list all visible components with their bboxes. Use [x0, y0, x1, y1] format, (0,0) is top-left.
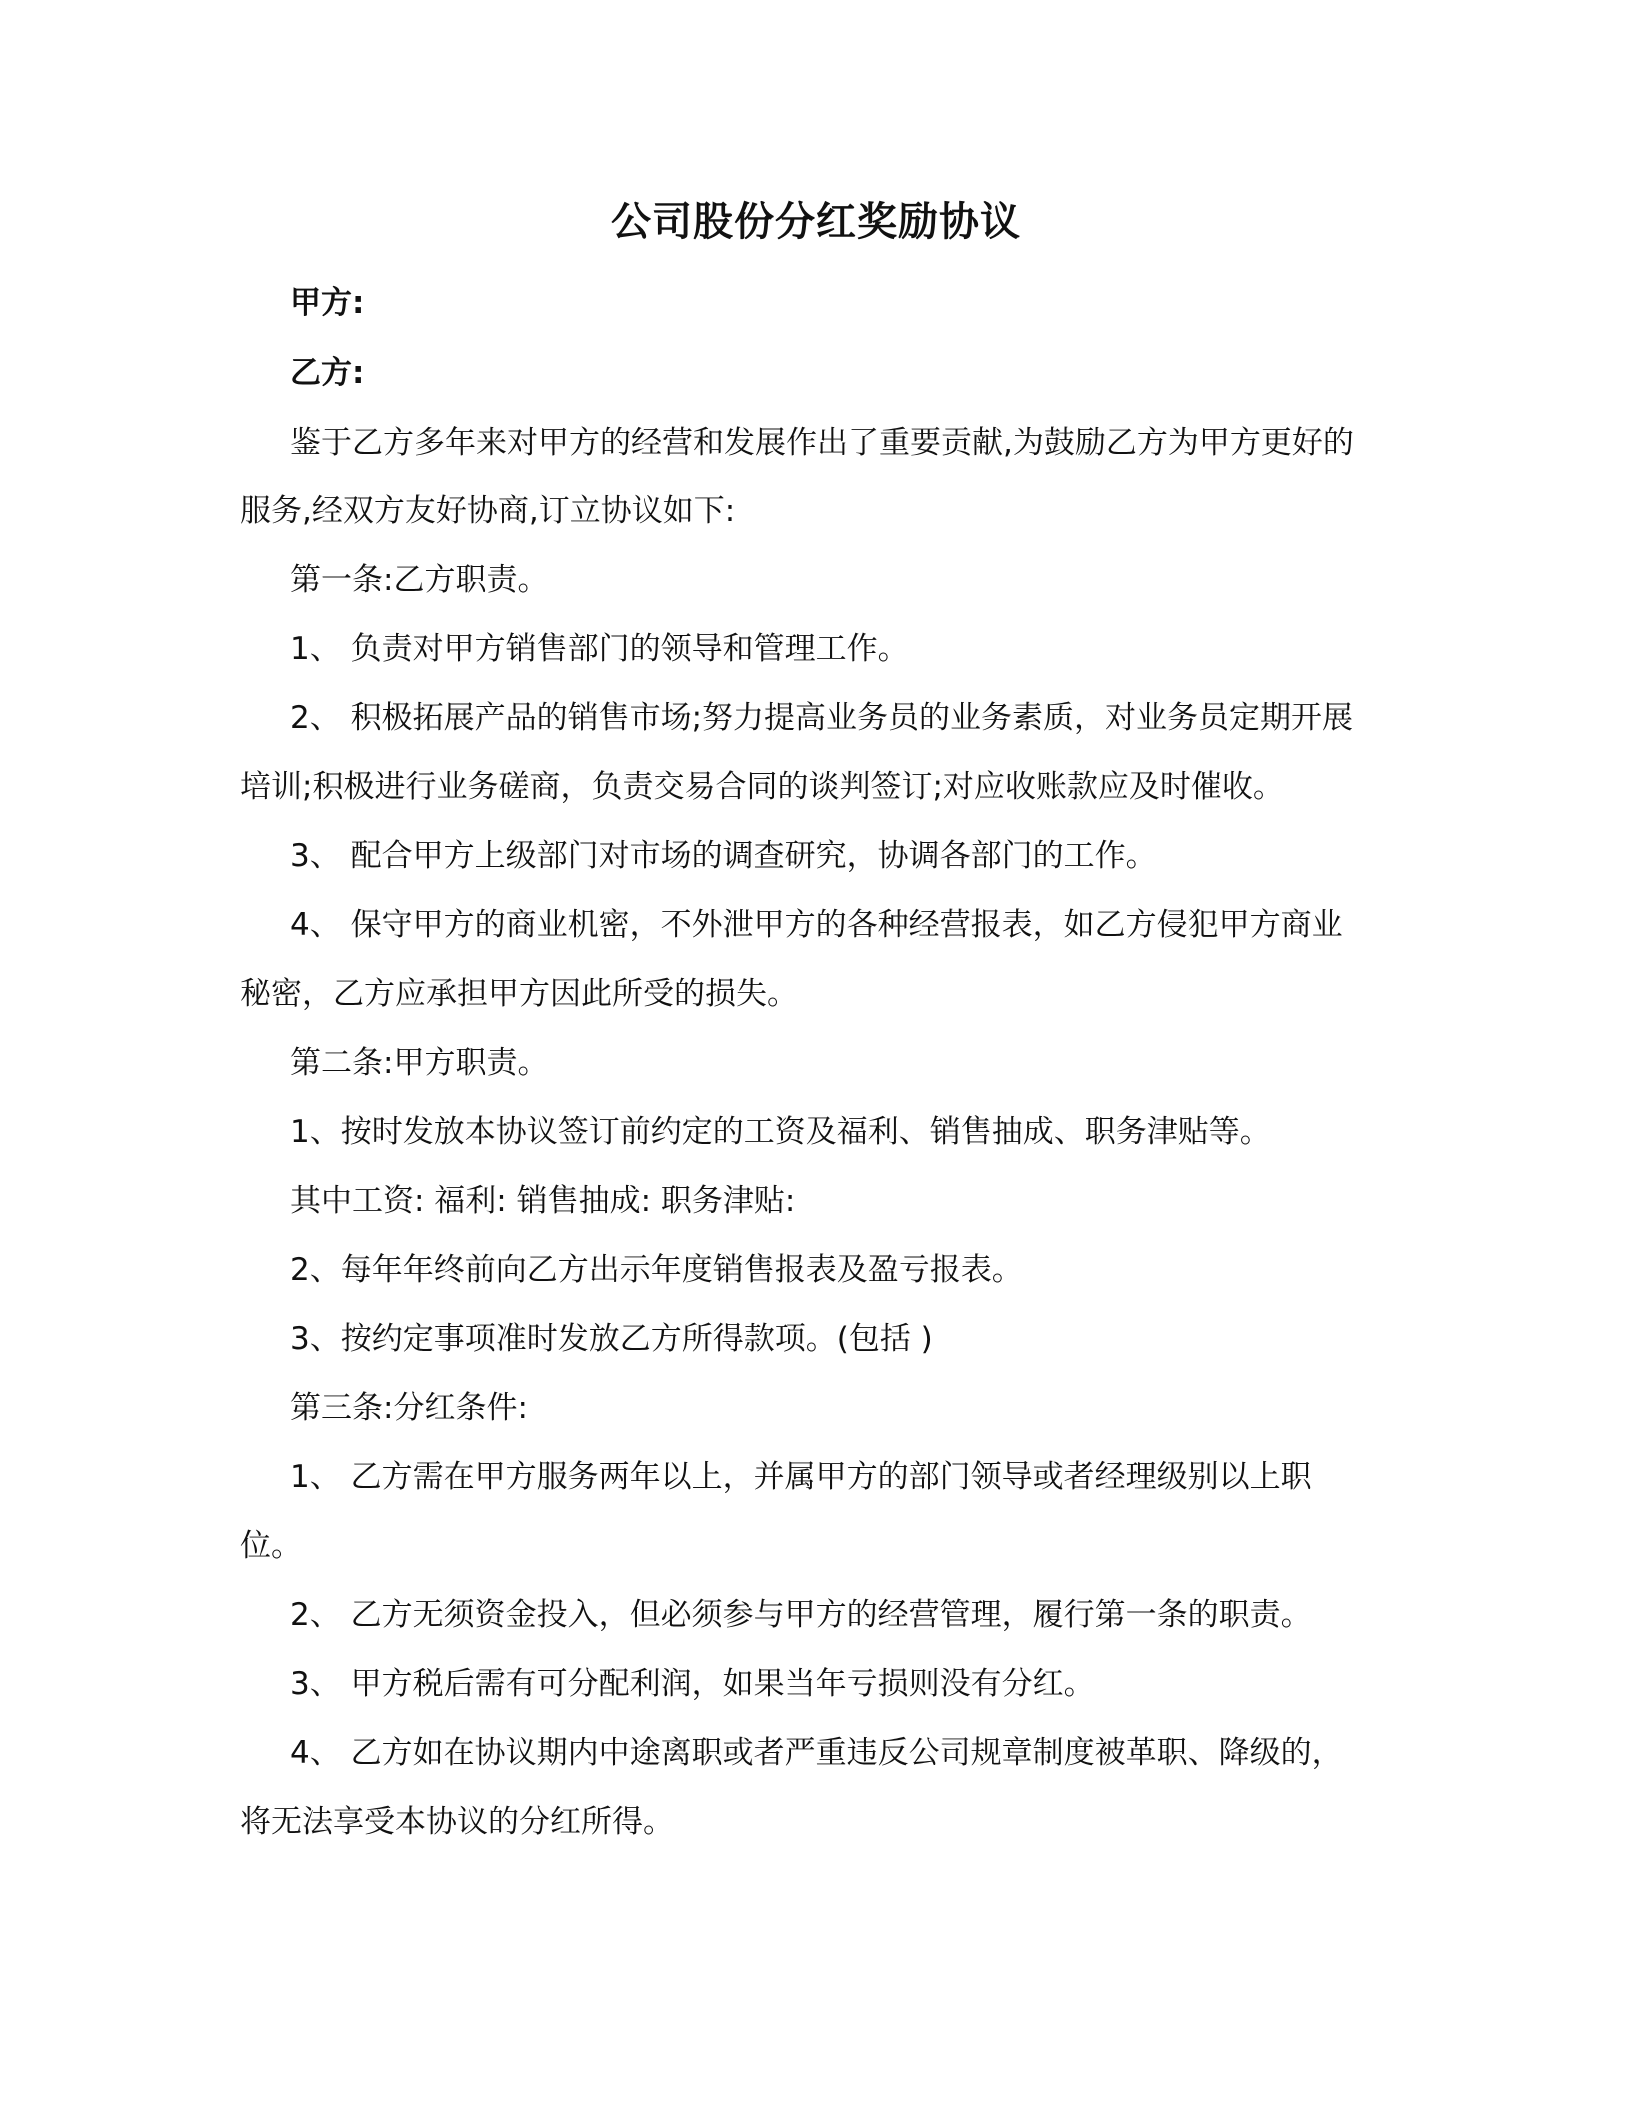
article-2-salary-line: 其中工资: 福利: 销售抽成: 职务津贴: [290, 1183, 796, 1219]
article-2-item-1: 1、按时发放本协议签订前约定的工资及福利、销售抽成、职务津贴等。 [290, 1114, 1271, 1150]
article-1-item-2-line-1: 2、 积极拓展产品的销售市场;努力提高业务员的业务素质，对业务员定期开展 [290, 700, 1354, 736]
article-1-item-2-line-2: 培训;积极进行业务磋商，负责交易合同的谈判签订;对应收账款应及时催收。 [240, 769, 1284, 805]
party-b-label: 乙方: [290, 355, 365, 391]
article-1-heading: 第一条:乙方职责。 [290, 562, 549, 598]
article-3-item-1-line-2: 位。 [240, 1528, 302, 1564]
article-3-heading: 第三条:分红条件: [290, 1390, 528, 1426]
article-3-item-3: 3、 甲方税后需有可分配利润，如果当年亏损则没有分红。 [290, 1666, 1095, 1702]
article-1-item-3: 3、 配合甲方上级部门对市场的调查研究，协调各部门的工作。 [290, 838, 1157, 874]
article-2-item-2: 2、每年年终前向乙方出示年度销售报表及盈亏报表。 [290, 1252, 1023, 1288]
article-1-item-4-line-1: 4、 保守甲方的商业机密，不外泄甲方的各种经营报表，如乙方侵犯甲方商业 [290, 907, 1343, 943]
article-1-item-4-line-2: 秘密，乙方应承担甲方因此所受的损失。 [240, 976, 798, 1012]
article-3-item-1-line-1: 1、 乙方需在甲方服务两年以上，并属甲方的部门领导或者经理级别以上职 [290, 1459, 1312, 1495]
party-a-label: 甲方: [290, 285, 365, 321]
article-3-item-4-line-1: 4、 乙方如在协议期内中途离职或者严重违反公司规章制度被革职、降级的， [290, 1735, 1343, 1771]
article-3-item-2: 2、 乙方无须资金投入，但必须参与甲方的经营管理，履行第一条的职责。 [290, 1597, 1312, 1633]
preamble-line-1: 鉴于乙方多年来对甲方的经营和发展作出了重要贡献,为鼓励乙方为甲方更好的 [290, 425, 1354, 461]
article-2-item-3: 3、按约定事项准时发放乙方所得款项。(包括 ) [290, 1321, 933, 1357]
article-3-item-4-line-2: 将无法享受本协议的分红所得。 [240, 1804, 674, 1840]
preamble-line-2: 服务,经双方友好协商,订立协议如下: [240, 493, 736, 529]
document-title: 公司股份分红奖励协议 [611, 199, 1021, 245]
article-1-item-1: 1、 负责对甲方销售部门的领导和管理工作。 [290, 631, 909, 667]
article-2-heading: 第二条:甲方职责。 [290, 1045, 549, 1081]
